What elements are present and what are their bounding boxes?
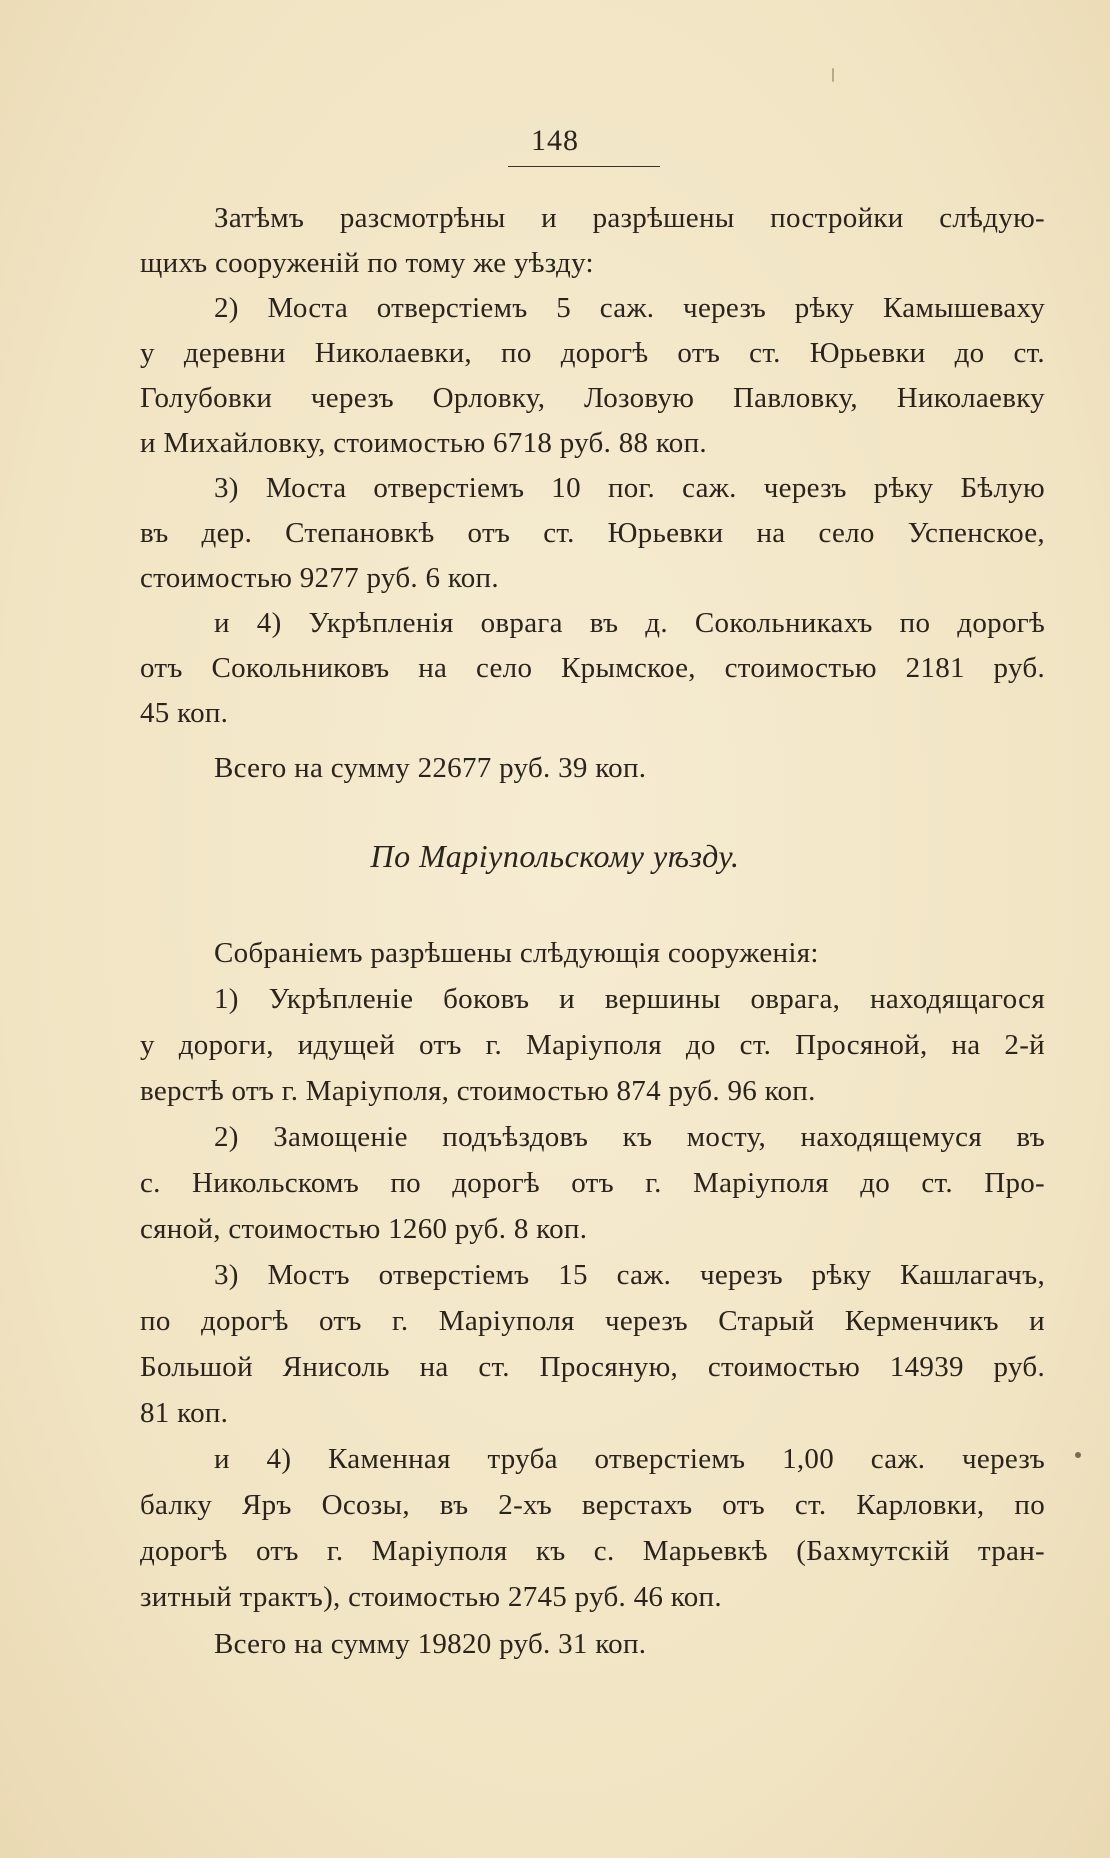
text-line: 81 коп. (140, 1397, 229, 1429)
section-heading: По Маріупольскому уѣзду. (370, 838, 740, 874)
text-line: Большой Янисоль на ст. Просяную, стоимостью 14939 руб. (140, 1351, 1045, 1383)
paper-mark (832, 68, 834, 82)
page-number-rule (508, 166, 660, 167)
text-line: 2) Замощеніе подъѣздовъ къ мосту, находящемуся въ (214, 1121, 1045, 1153)
text-line: 3) Моста отверстіемъ 10 пог. саж. черезъ рѣку Бѣлую (214, 472, 1045, 504)
paper-speck (1075, 1452, 1081, 1458)
text-line: и Михайловку, стоимостью 6718 руб. 88 коп. (140, 427, 707, 459)
text-line: верстѣ отъ г. Маріуполя, стоимостью 874 руб. 96 коп. (140, 1075, 816, 1107)
text-line: дорогѣ отъ г. Маріуполя къ с. Марьевкѣ (Бахмутскій тран- (140, 1535, 1045, 1567)
text-line: у дороги, идущей отъ г. Маріуполя до ст. Просяной, на 2-й (140, 1029, 1045, 1061)
text-line: с. Никольскомъ по дорогѣ отъ г. Маріуполя до ст. Про- (140, 1167, 1045, 1199)
text-line: балку Яръ Осозы, въ 2-хъ верстахъ отъ ст. Карловки, по (140, 1489, 1045, 1521)
text-line: у деревни Николаевки, по дорогѣ отъ ст. Юрьевки до ст. (140, 337, 1045, 369)
text-line: стоимостью 9277 руб. 6 коп. (140, 562, 499, 594)
text-line: Голубовки черезъ Орловку, Лозовую Павловку, Николаевку (140, 382, 1045, 414)
total-line: Всего на сумму 22677 руб. 39 коп. (214, 752, 647, 784)
page-number: 148 (531, 124, 579, 157)
text-line: 1) Укрѣпленіе боковъ и вершины оврага, находящагося (214, 983, 1045, 1015)
text-line: по дорогѣ отъ г. Маріуполя черезъ Старый Керменчикъ и (140, 1305, 1045, 1337)
text-line: 3) Мостъ отверстіемъ 15 саж. черезъ рѣку Кашлагачъ, (214, 1259, 1045, 1291)
text-line: и 4) Каменная труба отверстіемъ 1,00 саж. черезъ (214, 1443, 1045, 1475)
total-line: Всего на сумму 19820 руб. 31 коп. (214, 1628, 647, 1660)
text-line: Затѣмъ разсмотрѣны и разрѣшены постройки слѣдую- (214, 202, 1045, 234)
text-line: отъ Сокольниковъ на село Крымское, стоимостью 2181 руб. (140, 652, 1045, 684)
text-line: Собраніемъ разрѣшены слѣдующія сооруженія: (214, 937, 819, 969)
text-line: 45 коп. (140, 697, 229, 729)
text-line: сяной, стоимостью 1260 руб. 8 коп. (140, 1213, 588, 1245)
text-line: въ дер. Степановкѣ отъ ст. Юрьевки на село Успенское, (140, 517, 1045, 549)
text-line: щихъ сооруженій по тому же уѣзду: (140, 247, 594, 279)
text-line: 2) Моста отверстіемъ 5 саж. черезъ рѣку Камышеваху (214, 292, 1045, 324)
text-line: и 4) Укрѣпленія оврага въ д. Сокольникахъ по дорогѣ (214, 607, 1045, 639)
text-line: зитный трактъ), стоимостью 2745 руб. 46 коп. (140, 1581, 722, 1613)
